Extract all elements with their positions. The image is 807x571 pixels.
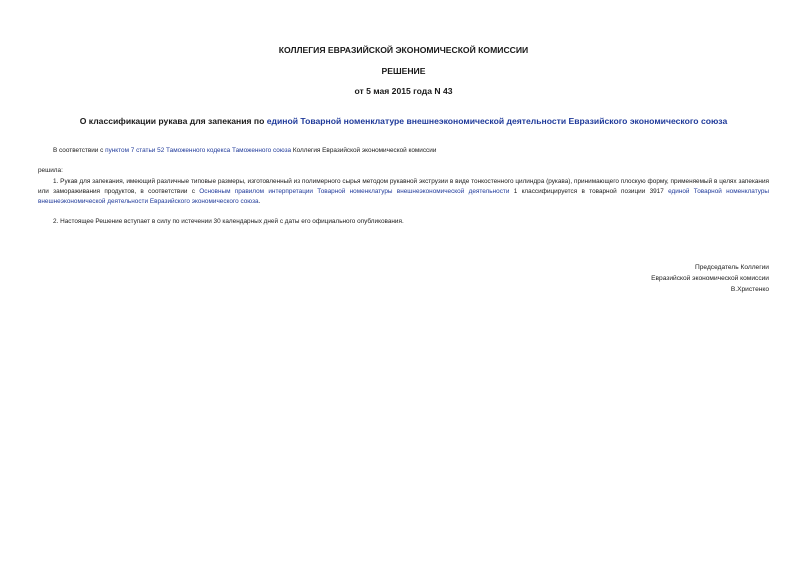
title-text: О классификации рукава для запекания по [79, 116, 267, 126]
date-number-heading: от 5 мая 2015 года N 43 [354, 86, 453, 96]
nomenclature-link[interactable]: единой Товарной номенклатуры внешнеэкономической деятельности Евразийского экономического союза [38, 188, 769, 205]
signature-organization: Евразийской экономической комиссии [651, 275, 769, 282]
decided-label: решила: [38, 167, 63, 174]
signature-name: В.Христенко [730, 286, 769, 293]
customs-code-link[interactable]: пунктом 7 статьи 52 Таможенного кодекса Таможенного союза [105, 147, 292, 154]
signature-title: Председатель Коллегии [695, 264, 769, 271]
intro-paragraph [38, 146, 769, 156]
intro-text-2: Коллегия Евразийской экономической комиссии [291, 147, 437, 154]
title-link[interactable]: единой Товарной номенклатуре внешнеэкономической деятельности Евразийского экономического союза [266, 116, 728, 126]
item-1-paragraph [38, 177, 769, 207]
item-2-paragraph: 2. Настоящее Решение вступает в силу по истечении 30 календарных дней с даты его официального опубликования. [53, 218, 404, 225]
item-1-text-1: 1. Рукав для запекания, имеющий различные типовые размеры, изготовленный из полимерного сырья методом рукавной экструзии в виде тонкостенного цилиндра (рукава), принимающего плоскую форму, применяемый в целях запекания или замораживания продуктов, в соответствии с [38, 178, 769, 195]
item-1-text-2: 1 классифицируется в товарной позиции 3917 [509, 188, 669, 195]
item-1-text-3: . [258, 198, 261, 205]
intro-text-1: В соответствии с [53, 147, 106, 154]
org-heading: КОЛЛЕГИЯ ЕВРАЗИЙСКОЙ ЭКОНОМИЧЕСКОЙ КОМИССИИ [278, 45, 529, 55]
interpretation-rules-link[interactable]: Основным правилом интерпретации Товарной номенклатуры внешнеэкономической деятельности [199, 188, 510, 195]
doc-type-heading: РЕШЕНИЕ [381, 66, 426, 76]
document-title [30, 115, 777, 127]
